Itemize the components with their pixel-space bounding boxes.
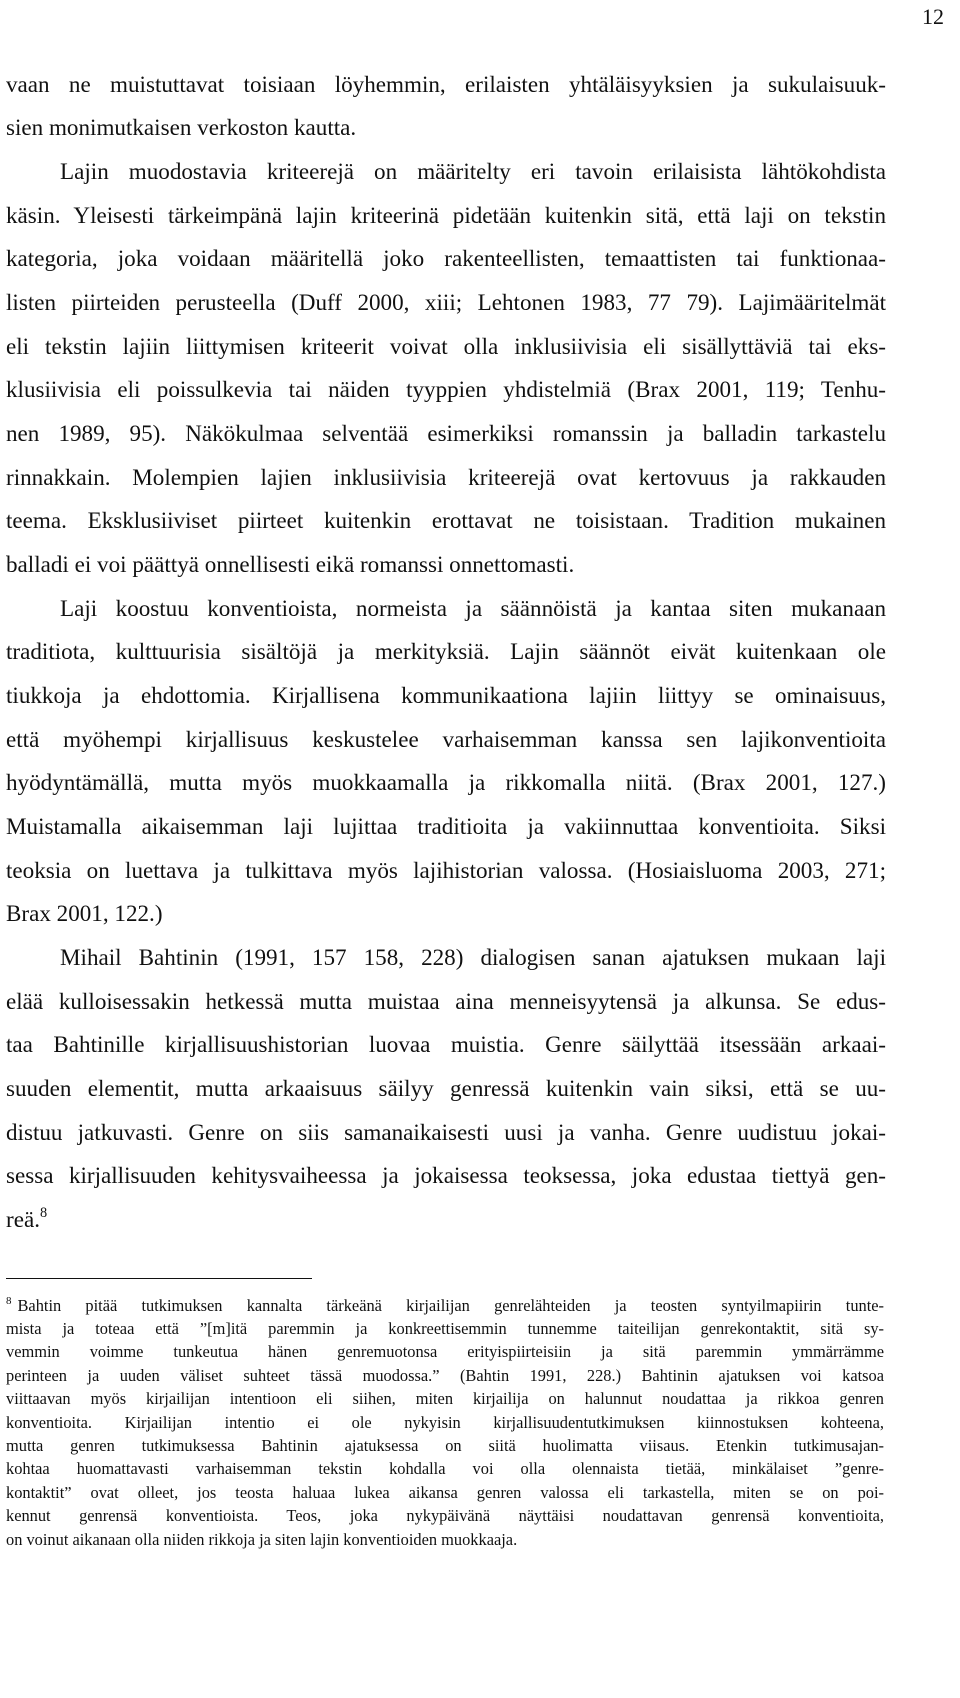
body-line: distuu jatkuvasti. Genre on siis samanaikaisesti uusi ja vanha. Genre uudistuu jokai-: [6, 1119, 886, 1145]
footnote-line: kontaktit” ovat olleet, jos teosta haluaa lukea aikansa genren valossa eli tarkastella, miten se on poi-: [6, 1483, 884, 1502]
body-line: sessa kirjallisuuden kehitysvaiheessa ja jokaisessa teoksessa, joka edustaa tiettyä gen-: [6, 1162, 886, 1188]
footnote-line: kennut genrensä konventioista. Teos, joka nykypäivänä näyttäisi noudattavan genrensä konventioita,: [6, 1506, 884, 1525]
body-line: listen piirteiden perusteella (Duff 2000, xiii; Lehtonen 1983, 77 79). Lajimääritelmät: [6, 289, 886, 315]
footnote-divider: [6, 1278, 312, 1279]
body-line: kategoria, joka voidaan määritellä joko rakenteellisten, temaattisten tai funktionaa-: [6, 245, 886, 271]
body-line: Mihail Bahtinin (1991, 157 158, 228) dialogisen sanan ajatuksen mukaan laji: [60, 944, 886, 970]
body-line: rinnakkain. Molempien lajien inklusiivisia kriteerejä ovat kertovuus ja rakkauden: [6, 464, 886, 490]
footnote-line-text: Bahtin pitää tutkimuksen kannalta tärkeänä kirjailijan genrelähteiden ja teosten syntyilmapiirin tunte-: [17, 1296, 884, 1315]
footnote-line: kohtaa huomattavasti varhaisemman tekstin kohdalla voi olla olennaista tietää, minkälaiset ”genre-: [6, 1459, 884, 1478]
footnote-line-first: [6, 1296, 884, 1316]
body-line: Brax 2001, 122.): [6, 900, 163, 926]
footnote-line: mista ja toteaa että ”[m]itä paremmin ja konkreettisemmin tunnemme taiteilijan genrekontaktit, sitä sy-: [6, 1319, 884, 1338]
footnote-marker: 8: [6, 1295, 12, 1307]
footnote-line: vemmin voimme tunkeutua hänen genremuotonsa erityispiirteisiin ja sitä paremmin ymmärrämme: [6, 1342, 884, 1361]
footnote-line: perinteen ja uuden väliset suhteet tässä muodossa.” (Bahtin 1991, 228.) Bahtinin ajatuksen voi katsoa: [6, 1366, 884, 1385]
body-line: balladi ei voi päättyä onnellisesti eikä romanssi onnettomasti.: [6, 551, 575, 577]
body-line: käsin. Yleisesti tärkeimpänä lajin kriteerinä pidetään kuitenkin sitä, että laji on tekstin: [6, 202, 886, 228]
body-line-text: reä.: [6, 1206, 40, 1232]
body-line: tiukkoja ja ehdottomia. Kirjallisena kommunikaationa lajiin liittyy se ominaisuus,: [6, 682, 886, 708]
footnote-reference[interactable]: 8: [39, 1204, 48, 1221]
page-number: 12: [922, 4, 944, 29]
footnote-line: konventioita. Kirjailijan intentio ei ole nykyisin kirjallisuudentutkimuksen kiinnostuksen kohteena,: [6, 1413, 884, 1432]
body-line: hyödyntämällä, mutta myös muokkaamalla ja rikkomalla niitä. (Brax 2001, 127.): [6, 769, 886, 795]
body-line: Muistamalla aikaisemman laji lujittaa traditioita ja vakiinnuttaa konventioita. Siksi: [6, 813, 886, 839]
body-line: elää kulloisessakin hetkessä mutta muistaa aina menneisyytensä ja alkunsa. Se edus-: [6, 988, 886, 1014]
body-line: että myöhempi kirjallisuus keskustelee varhaisemman kanssa sen lajikonventioita: [6, 726, 886, 752]
body-line: sien monimutkaisen verkoston kautta.: [6, 114, 357, 140]
body-line: vaan ne muistuttavat toisiaan löyhemmin, erilaisten yhtäläisyyksien ja sukulaisuuk-: [6, 71, 886, 97]
footnote-line: on voinut aikanaan olla niiden rikkoja ja siten lajin konventioiden muokkaaja.: [6, 1530, 518, 1549]
body-line: teema. Eksklusiiviset piirteet kuitenkin erottavat ne toisistaan. Tradition mukainen: [6, 507, 886, 533]
body-line: eli tekstin lajiin liittymisen kriteerit voivat olla inklusiivisia eli sisällyttäviä tai eks-: [6, 333, 886, 359]
body-line: Laji koostuu konventioista, normeista ja säännöistä ja kantaa siten mukanaan: [60, 595, 886, 621]
body-line: suuden elementit, mutta arkaaisuus säilyy genressä kuitenkin vain siksi, että se uu-: [6, 1075, 886, 1101]
body-line: taa Bahtinille kirjallisuushistorian luovaa muistia. Genre säilyttää itsessään arkaai-: [6, 1031, 886, 1057]
body-line: Lajin muodostavia kriteerejä on määritelty eri tavoin erilaisista lähtökohdista: [60, 158, 886, 184]
body-line-last: [6, 1203, 886, 1235]
footnote-line: mutta genren tutkimuksessa Bahtinin ajatuksessa on siitä huolimatta viisaus. Etenkin tutkimusajan-: [6, 1436, 884, 1455]
footnote-line: viittaavan myös kirjailijan intentioon eli siihen, miten kirjailija on halunnut noudattaa ja rikkoa genren: [6, 1389, 884, 1408]
body-line: teoksia on luettava ja tulkittava myös lajihistorian valossa. (Hosiaisluoma 2003, 271;: [6, 857, 886, 883]
body-line: nen 1989, 95). Näkökulmaa selventää esimerkiksi romanssin ja balladin tarkastelu: [6, 420, 886, 446]
body-line: klusiivisia eli poissulkevia tai näiden tyyppien yhdistelmiä (Brax 2001, 119; Tenhu-: [6, 376, 886, 402]
body-line: traditiota, kulttuurisia sisältöjä ja merkityksiä. Lajin säännöt eivät kuitenkaan ole: [6, 638, 886, 664]
